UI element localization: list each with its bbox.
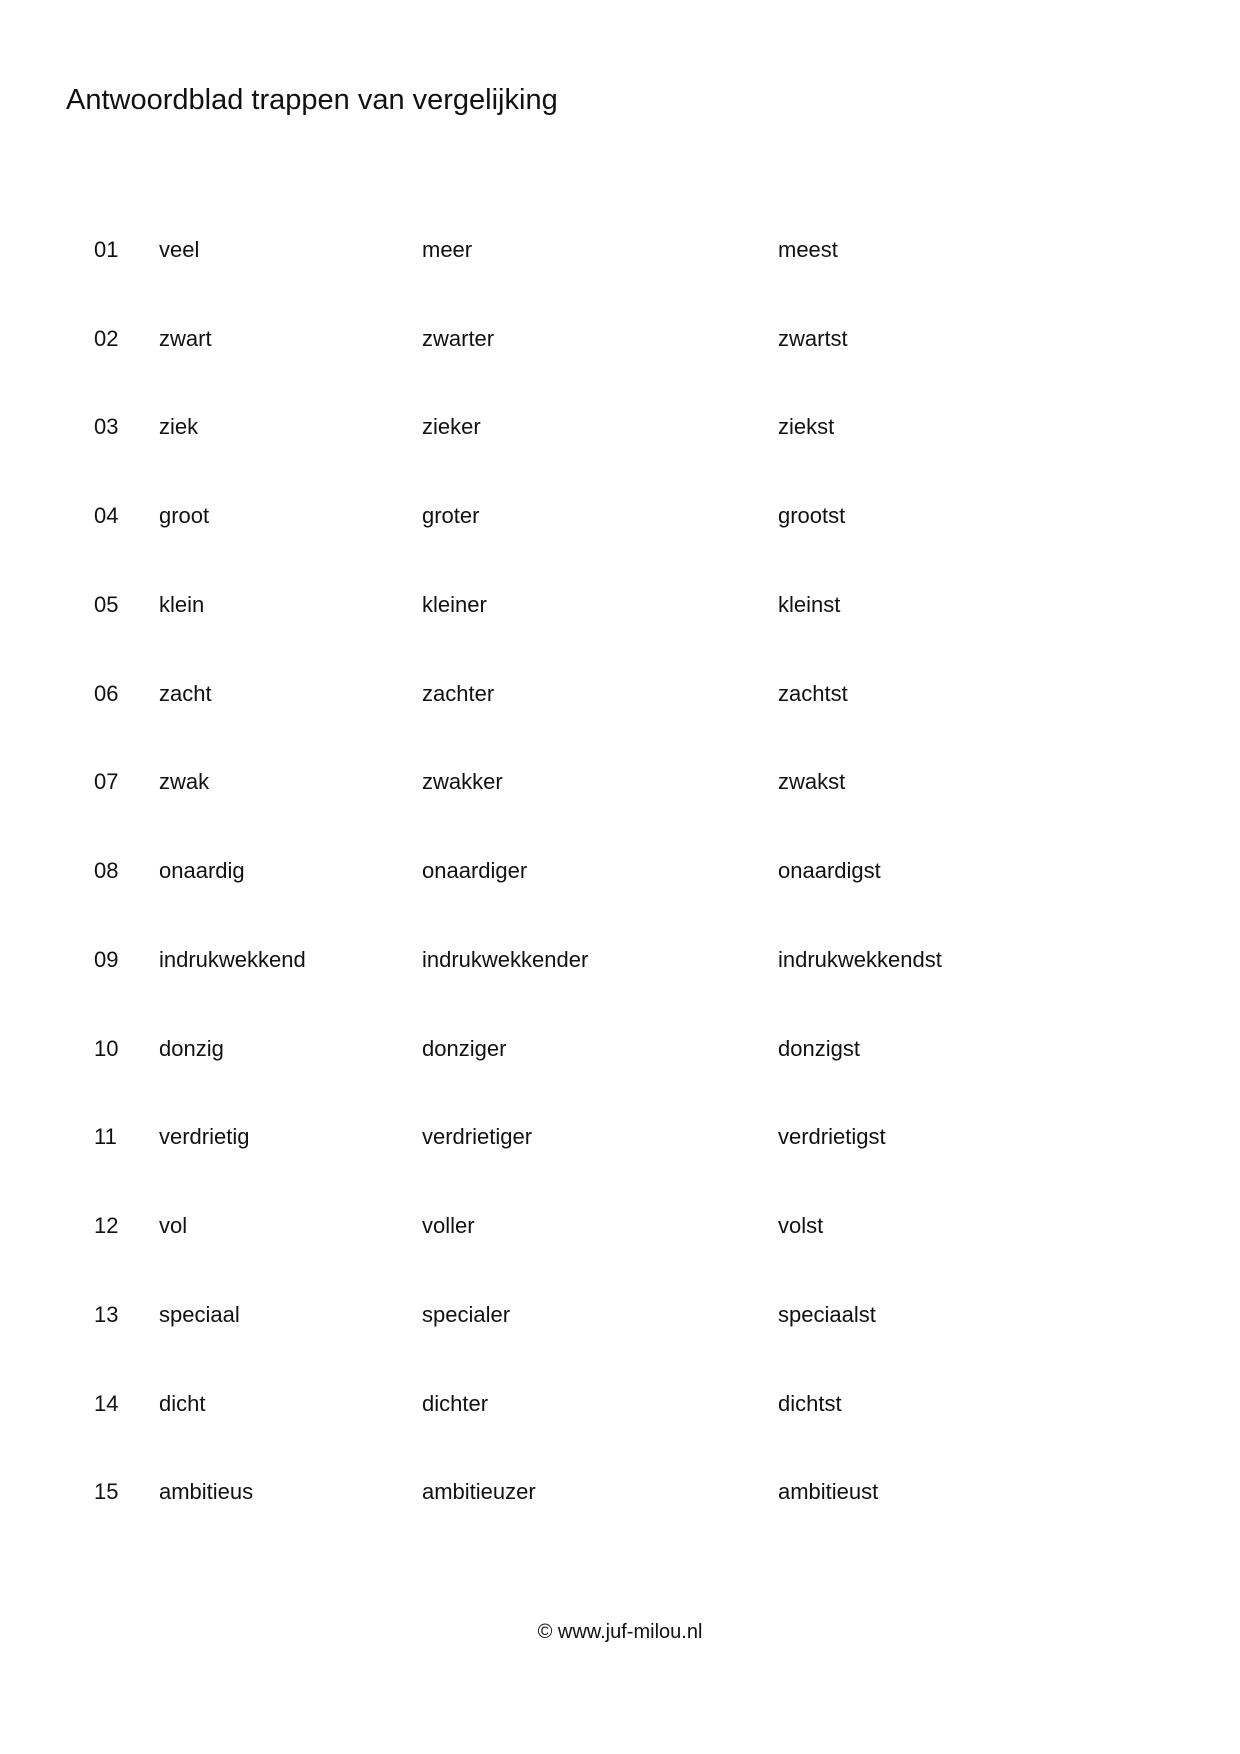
positive-form: onaardig (159, 858, 245, 883)
row-number: 13 (94, 1302, 119, 1327)
comparative-form: zwarter (422, 326, 495, 351)
superlative-form: ambitieust (778, 1479, 879, 1504)
row-number: 02 (94, 326, 119, 351)
answer-row (0, 1119, 1240, 1155)
answer-row (0, 1386, 1240, 1422)
row-number: 11 (94, 1124, 117, 1149)
superlative-form: zachtst (778, 681, 848, 706)
comparative-form: kleiner (422, 592, 487, 617)
positive-form: donzig (159, 1036, 224, 1061)
row-number: 15 (94, 1479, 119, 1504)
comparative-form: zwakker (422, 769, 503, 794)
answer-row (0, 232, 1240, 268)
comparative-form: voller (422, 1213, 475, 1238)
positive-form: ziek (159, 414, 199, 439)
positive-form: speciaal (159, 1302, 240, 1327)
positive-form: vol (159, 1213, 188, 1238)
comparative-form: specialer (422, 1302, 511, 1327)
superlative-form: verdrietigst (778, 1124, 886, 1149)
superlative-form: zwartst (778, 326, 848, 351)
comparative-form: ambitieuzer (422, 1479, 536, 1504)
answer-row (0, 853, 1240, 889)
row-number: 06 (94, 681, 119, 706)
row-number: 14 (94, 1391, 119, 1416)
answer-row (0, 321, 1240, 357)
row-number: 01 (94, 237, 119, 262)
positive-form: ambitieus (159, 1479, 254, 1504)
superlative-form: grootst (778, 503, 846, 528)
row-number: 04 (94, 503, 119, 528)
positive-form: dicht (159, 1391, 206, 1416)
positive-form: klein (159, 592, 205, 617)
answer-row (0, 942, 1240, 978)
comparative-form: indrukwekkender (422, 947, 589, 972)
comparative-form: zieker (422, 414, 481, 439)
row-number: 08 (94, 858, 119, 883)
superlative-form: indrukwekkendst (778, 947, 942, 972)
row-number: 07 (94, 769, 119, 794)
comparative-form: donziger (422, 1036, 507, 1061)
positive-form: groot (159, 503, 210, 528)
positive-form: indrukwekkend (159, 947, 306, 972)
row-number: 09 (94, 947, 119, 972)
positive-form: zwak (159, 769, 210, 794)
answer-row (0, 764, 1240, 800)
comparative-form: meer (422, 237, 473, 262)
positive-form: zwart (159, 326, 212, 351)
comparative-form: zachter (422, 681, 495, 706)
superlative-form: dichtst (778, 1391, 842, 1416)
comparative-form: onaardiger (422, 858, 528, 883)
copyright-footer: © www.juf-milou.nl (537, 1621, 703, 1643)
superlative-form: volst (778, 1213, 824, 1238)
row-number: 03 (94, 414, 119, 439)
answer-row (0, 1208, 1240, 1244)
answer-row (0, 1474, 1240, 1510)
superlative-form: onaardigst (778, 858, 881, 883)
superlative-form: ziekst (778, 414, 835, 439)
answer-row (0, 587, 1240, 623)
answer-row (0, 676, 1240, 712)
positive-form: verdrietig (159, 1124, 250, 1149)
superlative-form: speciaalst (778, 1302, 876, 1327)
superlative-form: kleinst (778, 592, 841, 617)
row-number: 10 (94, 1036, 119, 1061)
answer-row (0, 498, 1240, 534)
answer-row (0, 1031, 1240, 1067)
positive-form: veel (159, 237, 200, 262)
answer-row (0, 409, 1240, 445)
positive-form: zacht (159, 681, 212, 706)
page-title: Antwoordblad trappen van vergelijking (66, 84, 558, 116)
comparative-form: groter (422, 503, 480, 528)
comparative-form: verdrietiger (422, 1124, 533, 1149)
superlative-form: donzigst (778, 1036, 860, 1061)
answer-row (0, 1297, 1240, 1333)
superlative-form: meest (778, 237, 838, 262)
row-number: 05 (94, 592, 119, 617)
row-number: 12 (94, 1213, 119, 1238)
comparative-form: dichter (422, 1391, 489, 1416)
superlative-form: zwakst (778, 769, 846, 794)
